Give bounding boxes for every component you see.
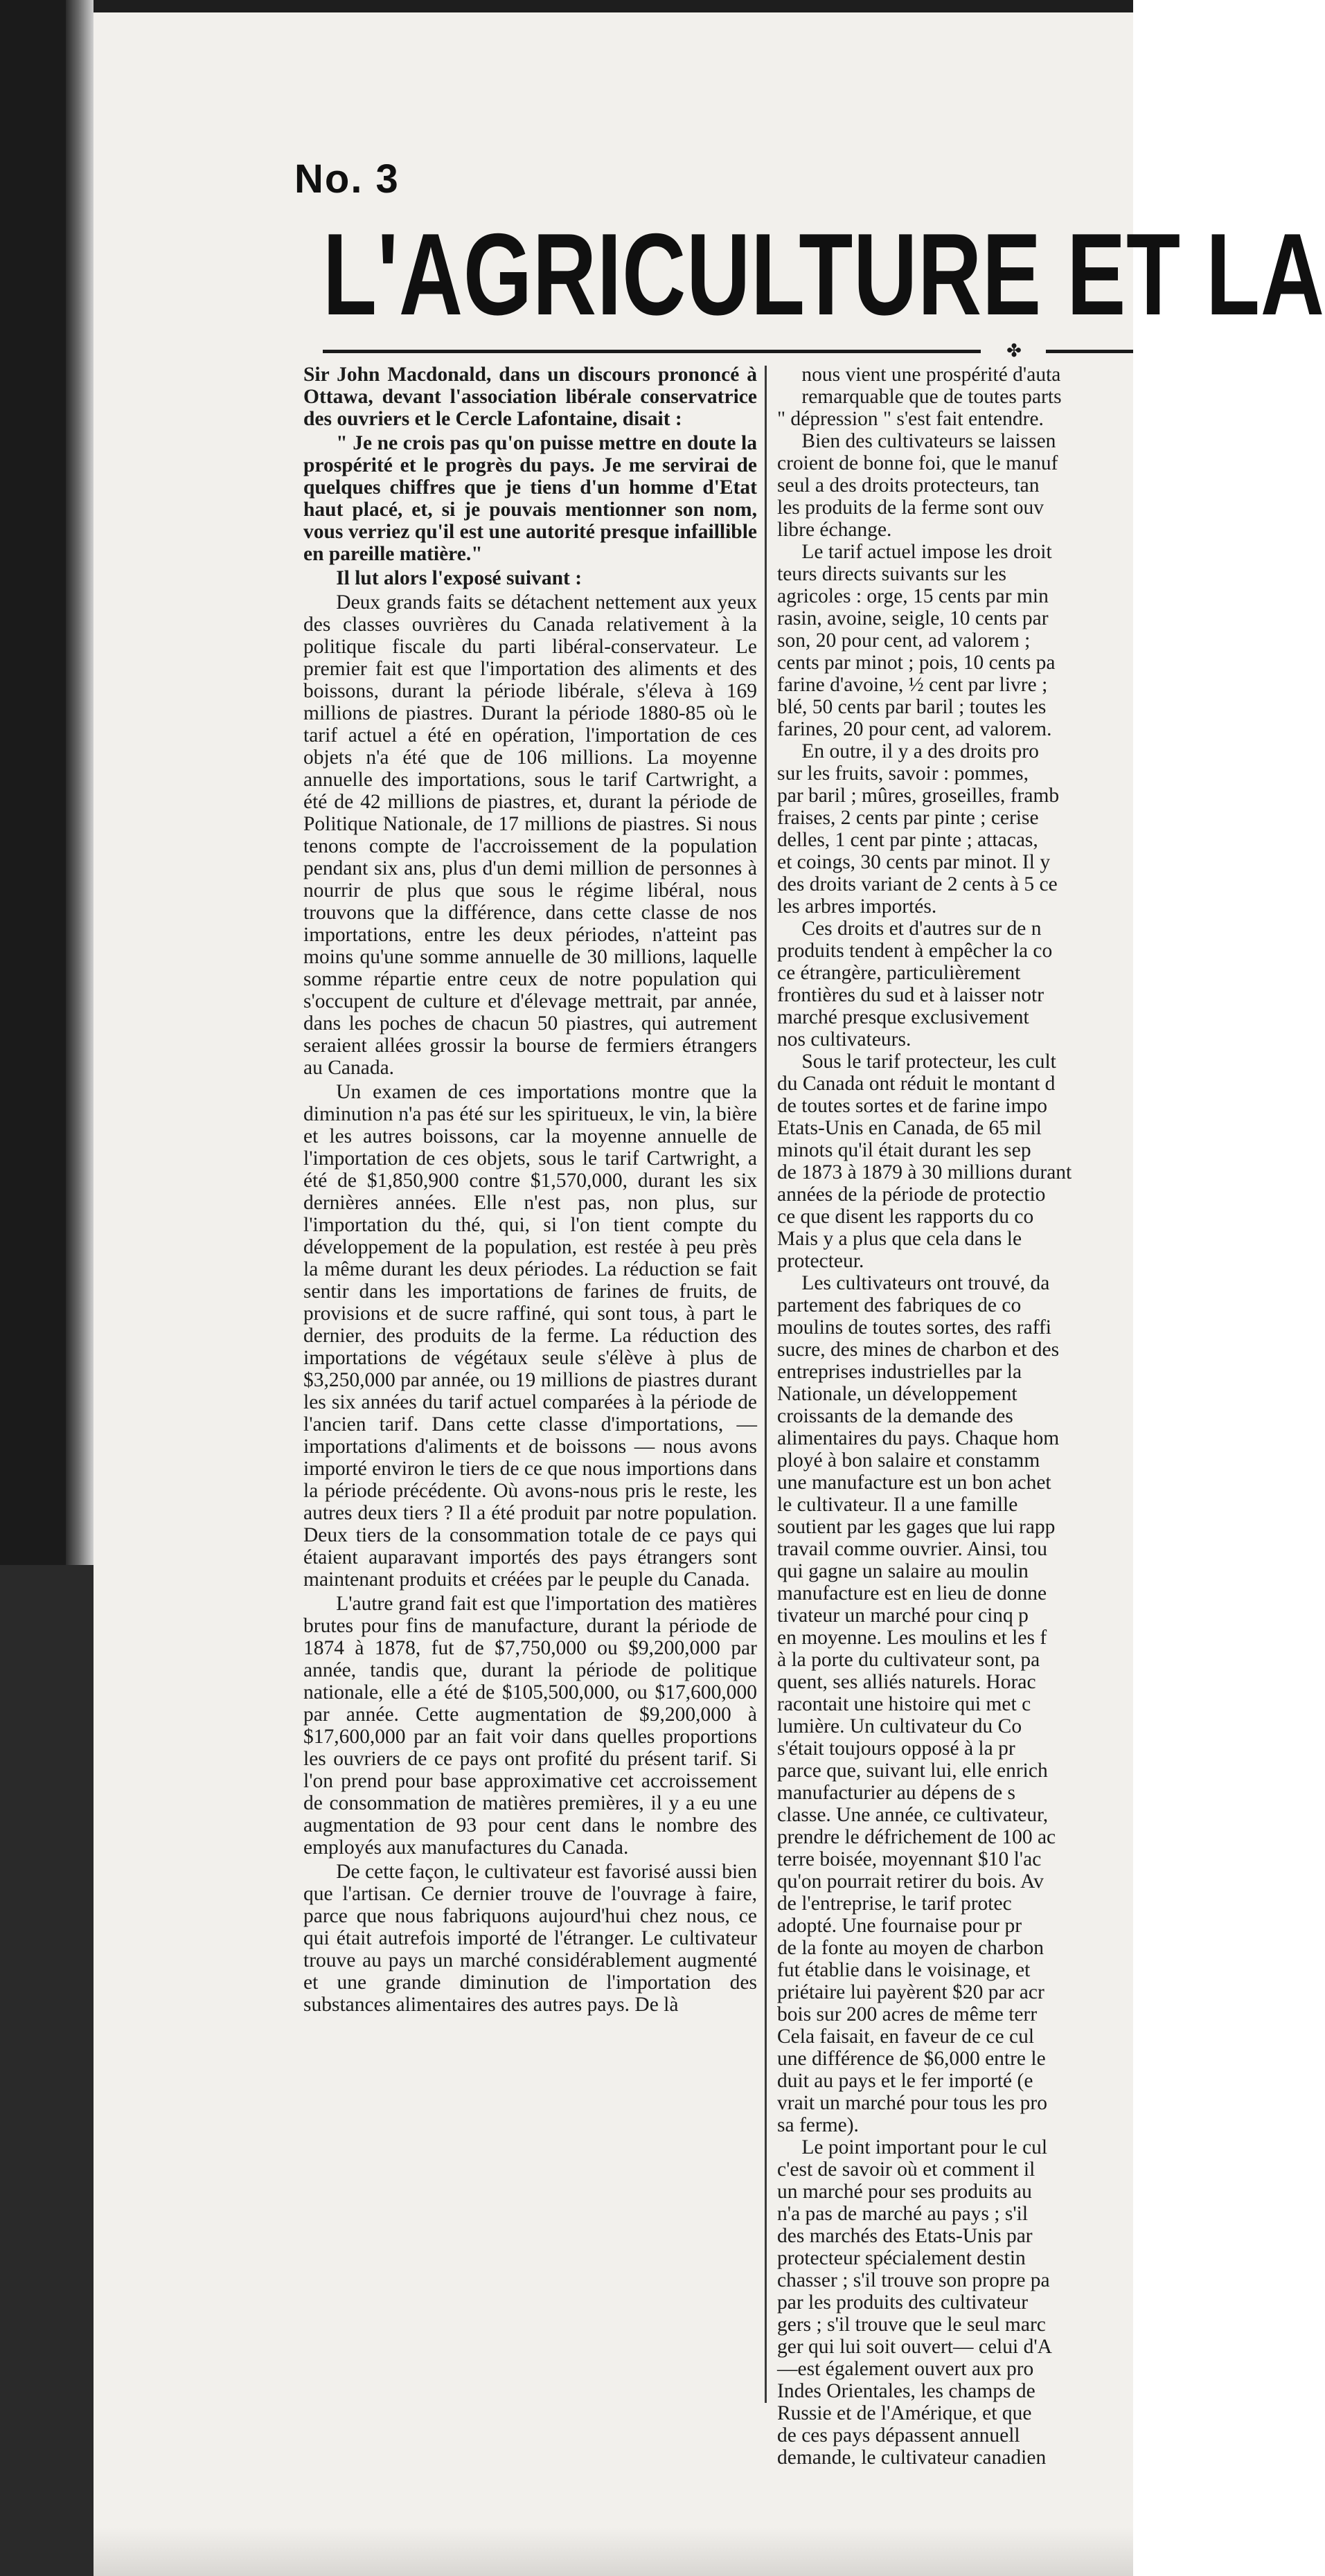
article-line: sucre, des mines de charbon et des — [777, 1339, 1060, 1361]
article-line: En outre, il y a des droits pro — [801, 740, 1039, 762]
article-line: protecteur. — [777, 1250, 864, 1272]
article-line: sur les fruits, savoir : pommes, — [777, 762, 1029, 785]
article-line: nous vient une prospérité d'auta — [801, 364, 1061, 386]
issue-number: No. 3 — [294, 156, 400, 202]
article-line: entreprises industrielles par la — [777, 1361, 1022, 1383]
article-line: Les cultivateurs ont trouvé, da — [801, 1272, 1050, 1294]
article-paragraph: Sir John Macdonald, dans un discours prononcé à Ottawa, devant l'association libérale conservatrice des ouvriers et le Cercle Lafontaine, disait : — [303, 364, 757, 430]
article-line: par baril ; mûres, groseilles, framb — [777, 785, 1060, 807]
article-line: en moyenne. Les moulins et les f — [777, 1627, 1047, 1649]
article-paragraph: L'autre grand fait est que l'importation des matières brutes pour fins de manufacture, durant la période de 1874 à 1878, fut de $7,750,000 ou $9,200,000 par année, tandis que, durant la période de politique nationale, elle a été de $105,500,000, ou $17,600,000 par année. Cette augmentation de $9,200,000 à $17,600,000 par an fait voir dans quelles proportions les ouvriers de ce pays ont profité du présent tarif. Si l'on prend pour base approximative cet accroissement de consommation de matières premières, il y a eu une augmentation de 93 pour cent dans le nombre des employés aux manufactures du Canada. — [303, 1593, 757, 1859]
article-line: seul a des droits protecteurs, tan — [777, 474, 1040, 497]
article-line: et coings, 30 cents par minot. Il y — [777, 851, 1051, 873]
page-bottom-shadow — [94, 2528, 1133, 2576]
article-line: de la fonte au moyen de charbon — [777, 1937, 1044, 1959]
article-line: par les produits des cultivateur — [777, 2291, 1029, 2314]
article-line: les produits de la ferme sont ouv — [777, 497, 1044, 519]
article-line: —est également ouvert aux pro — [777, 2358, 1034, 2380]
article-line: teurs directs suivants sur les — [777, 563, 1006, 585]
article-line: des marchés des Etats-Unis par — [777, 2225, 1033, 2247]
article-line: demande, le cultivateur canadien — [777, 2447, 1047, 2469]
rule-ornament-icon: ✤ — [1006, 341, 1022, 361]
article-paragraph: Deux grands faits se détachent nettement aux yeux des classes ouvrières du Canada relativement à la politique fiscale du parti libéral-conservateur. Le premier fait est que l'importation des aliments et des boissons, durant la période libérale, s'éleva à 169 millions de piastres. Durant la période 1880-85 où le tarif actuel a été en opération, l'importation de ces objets n'a été que de 106 millions. La moyenne annuelle des importations, sous le tarif Cartwright, a été de 42 millions de piastres, et, durant la période de Politique Nationale, de 17 millions de piastres. Si nous tenons compte de l'accroissement de la population pendant six ans, plus d'un demi million de personnes à nourrir de plus que sous le régime libéral, nous trouvons que la différence, dans cette classe de nos importations, entre les deux périodes, n'atteint pas moins qu'une somme annuelle de 30 millions, laquelle somme répartie entre ceux de notre population qui s'occupent de culture et d'élevage mettrait, par année, dans les poches de chacun 50 piastres, qui autrement seraient allées grossir la bourse de fermiers étrangers au Canada. — [303, 591, 757, 1079]
article-line: farines, 20 pour cent, ad valorem. — [777, 718, 1052, 740]
article-line: ce que disent les rapports du co — [777, 1206, 1034, 1228]
article-line: n'a pas de marché au pays ; s'il — [777, 2203, 1029, 2225]
headline-rule-left — [323, 350, 981, 353]
article-line: Ces droits et d'autres sur de n — [801, 918, 1042, 940]
article-line: manufacture est en lieu de donne — [777, 1582, 1047, 1604]
article-line: protecteur spécialement destin — [777, 2247, 1026, 2269]
article-line: fraises, 2 cents par pinte ; cerise — [777, 807, 1039, 829]
article-line: racontait une histoire qui met c — [777, 1693, 1031, 1715]
article-line: s'était toujours opposé à la pr — [777, 1737, 1015, 1760]
article-line: Etats-Unis en Canada, de 65 mil — [777, 1117, 1042, 1139]
article-line: son, 20 pour cent, ad valorem ; — [777, 629, 1031, 652]
article-line: marché presque exclusivement — [777, 1006, 1029, 1028]
headline-rule-right — [1046, 350, 1133, 353]
article-line: chasser ; s'il trouve son propre pa — [777, 2269, 1050, 2291]
column-divider — [765, 366, 767, 2403]
article-line: croissants de la demande des — [777, 1405, 1013, 1427]
article-line: Mais y a plus que cela dans le — [777, 1228, 1022, 1250]
article-line: Cela faisait, en faveur de ce cul — [777, 2025, 1035, 2048]
article-line: produits tendent à empêcher la co — [777, 940, 1053, 962]
article-paragraph: De cette façon, le cultivateur est favorisé aussi bien que l'artisan. Ce dernier trouve de l'ouvrage à faire, parce que nous fabriquons aujourd'hui chez nous, ce qui était autrefois importé de l'étranger. Le cultivateur trouve au pays un marché considérablement augmenté et une grande diminution de l'importation des substances alimentaires des autres pays. De là — [303, 1861, 757, 2016]
article-line: ployé à bon salaire et constamm — [777, 1449, 1040, 1472]
article-line: frontières du sud et à laisser notr — [777, 984, 1044, 1006]
article-line: quent, ses alliés naturels. Horac — [777, 1671, 1036, 1693]
article-paragraph: Un examen de ces importations montre que la diminution n'a pas été sur les spiritueux, le vin, la bière et les autres boissons, car la moyenne annuelle de l'importation de ces objets, sous le tarif Cartwright, a été de $1,850,900 contre $1,570,000, durant les six dernières années. Elle n'est pas, non plus, sur l'importation du thé, qui, si l'on tient compte du développement de la population, est restée à peu près la même durant les deux périodes. La réduction se fait sentir dans les importations de farines de fruits, de provisions et de sucre raffiné, qui sont tous, à part le dernier, des produits de la ferme. La réduction des importations de végétaux seule s'élève à plus de $3,250,000 par année, ou 19 millions de piastres durant les six années du tarif actuel comparées à la période de l'ancien tarif. Dans cette classe d'importations, — importations d'aliments et de boissons — nous avons importé environ le tiers de ce que nous importions dans la période précédente. Où avons-nous pris le reste, les autres deux tiers ? Il a été produit par notre population. Deux tiers de la consommation totale de ce pays qui étaient auparavant importés des pays étrangers sont maintenant produits et créées par le peuple du Canada. — [303, 1081, 757, 1591]
article-line: partement des fabriques de co — [777, 1294, 1022, 1316]
article-line: Sous le tarif protecteur, les cult — [801, 1050, 1056, 1073]
article-line: adopté. Une fournaise pour pr — [777, 1915, 1022, 1937]
article-line: ger qui lui soit ouvert— celui d'A — [777, 2336, 1052, 2358]
article-line: farine d'avoine, ½ cent par livre ; — [777, 674, 1048, 696]
article-paragraph: Il lut alors l'exposé suivant : — [336, 567, 583, 589]
article-line: agricoles : orge, 15 cents par min — [777, 585, 1049, 607]
article-line: vrait un marché pour tous les pro — [777, 2092, 1047, 2114]
article-line: de ces pays dépassent annuell — [777, 2424, 1020, 2447]
article-line: manufacturier au dépens de s — [777, 1782, 1016, 1804]
article-line: nos cultivateurs. — [777, 1028, 912, 1050]
article-line: gers ; s'il trouve que le seul marc — [777, 2314, 1046, 2336]
article-line: prendre le défrichement de 100 ac — [777, 1826, 1056, 1848]
article-line: ce étrangère, particulièrement — [777, 962, 1021, 984]
article-line: qui gagne un salaire au moulin — [777, 1560, 1029, 1582]
article-line: Bien des cultivateurs se laissen — [801, 430, 1056, 452]
article-line: cents par minot ; pois, 10 cents pa — [777, 652, 1056, 674]
article-line: Le tarif actuel impose les droit — [801, 541, 1052, 563]
article-line: fut établie dans le voisinage, et — [777, 1959, 1031, 1981]
article-line: tivateur un marché pour cinq p — [777, 1604, 1029, 1627]
article-line: de l'entreprise, le tarif protec — [777, 1893, 1012, 1915]
article-line: minots qu'il était durant les sep — [777, 1139, 1031, 1161]
page-top-border — [94, 0, 1133, 12]
article-line: parce que, suivant lui, elle enrich — [777, 1760, 1048, 1782]
article-line: soutient par les gages que lui rapp — [777, 1516, 1056, 1538]
article-line: blé, 50 cents par baril ; toutes les — [777, 696, 1047, 718]
article-line: des droits variant de 2 cents à 5 ce — [777, 873, 1058, 895]
article-line: terre boisée, moyennant $10 l'ac — [777, 1848, 1042, 1870]
article-line: rasin, avoine, seigle, 10 cents par — [777, 607, 1049, 629]
article-line: années de la période de protectio — [777, 1183, 1046, 1206]
article-line: Nationale, un développement — [777, 1383, 1017, 1405]
article-column-left — [303, 364, 757, 2406]
article-column-right — [777, 364, 1133, 2469]
article-line: sa ferme). — [777, 2114, 859, 2136]
article-line: Indes Orientales, les champs de — [777, 2380, 1035, 2402]
article-line: de toutes sortes et de farine impo — [777, 1095, 1047, 1117]
article-line: le cultivateur. Il a une famille — [777, 1494, 1018, 1516]
article-line: c'est de savoir où et comment il — [777, 2158, 1035, 2181]
article-line: de 1873 à 1879 à 30 millions durant — [777, 1161, 1072, 1183]
article-line: bois sur 200 acres de même terr — [777, 2003, 1038, 2025]
article-line: du Canada ont réduit le montant d — [777, 1073, 1056, 1095]
article-line: classe. Une année, ce cultivateur, — [777, 1804, 1049, 1826]
article-paragraph: " Je ne crois pas qu'on puisse mettre en doute la prospérité et le progrès du pays. Je me servirai de quelques chiffres que je tiens d'un homme d'Etat haut placé, et, si je pouvais mentionner son nom, vous verriez qu'il est une autorité presque infaillible en pareille matière." — [303, 432, 757, 565]
article-line: croient de bonne foi, que le manuf — [777, 452, 1058, 474]
article-line: delles, 1 cent par pinte ; attacas, — [777, 829, 1038, 851]
article-line: Le point important pour le cul — [801, 2136, 1048, 2158]
article-line: un marché pour ses produits au — [777, 2181, 1032, 2203]
article-line: moulins de toutes sortes, des raffi — [777, 1316, 1052, 1339]
article-line: une manufacture est un bon achet — [777, 1472, 1051, 1494]
article-line: à la porte du cultivateur sont, pa — [777, 1649, 1040, 1671]
article-line: libre échange. — [777, 519, 892, 541]
article-line: Russie et de l'Amérique, et que — [777, 2402, 1032, 2424]
article-line: priétaire lui payèrent $20 par acr — [777, 1981, 1044, 2003]
article-line: une différence de $6,000 entre le — [777, 2048, 1046, 2070]
article-line: qu'on pourrait retirer du bois. Av — [777, 1870, 1044, 1893]
article-line: travail comme ouvrier. Ainsi, tou — [777, 1538, 1047, 1560]
article-line: les arbres importés. — [777, 895, 937, 918]
article-line: " dépression " s'est fait entendre. — [777, 408, 1044, 430]
headline: L'AGRICULTURE ET LA — [323, 209, 1325, 339]
article-line: duit au pays et le fer importé (e — [777, 2070, 1033, 2092]
article-line: remarquable que de toutes parts — [801, 386, 1062, 408]
article-line: alimentaires du pays. Chaque hom — [777, 1427, 1060, 1449]
article-line: lumière. Un cultivateur du Co — [777, 1715, 1022, 1737]
